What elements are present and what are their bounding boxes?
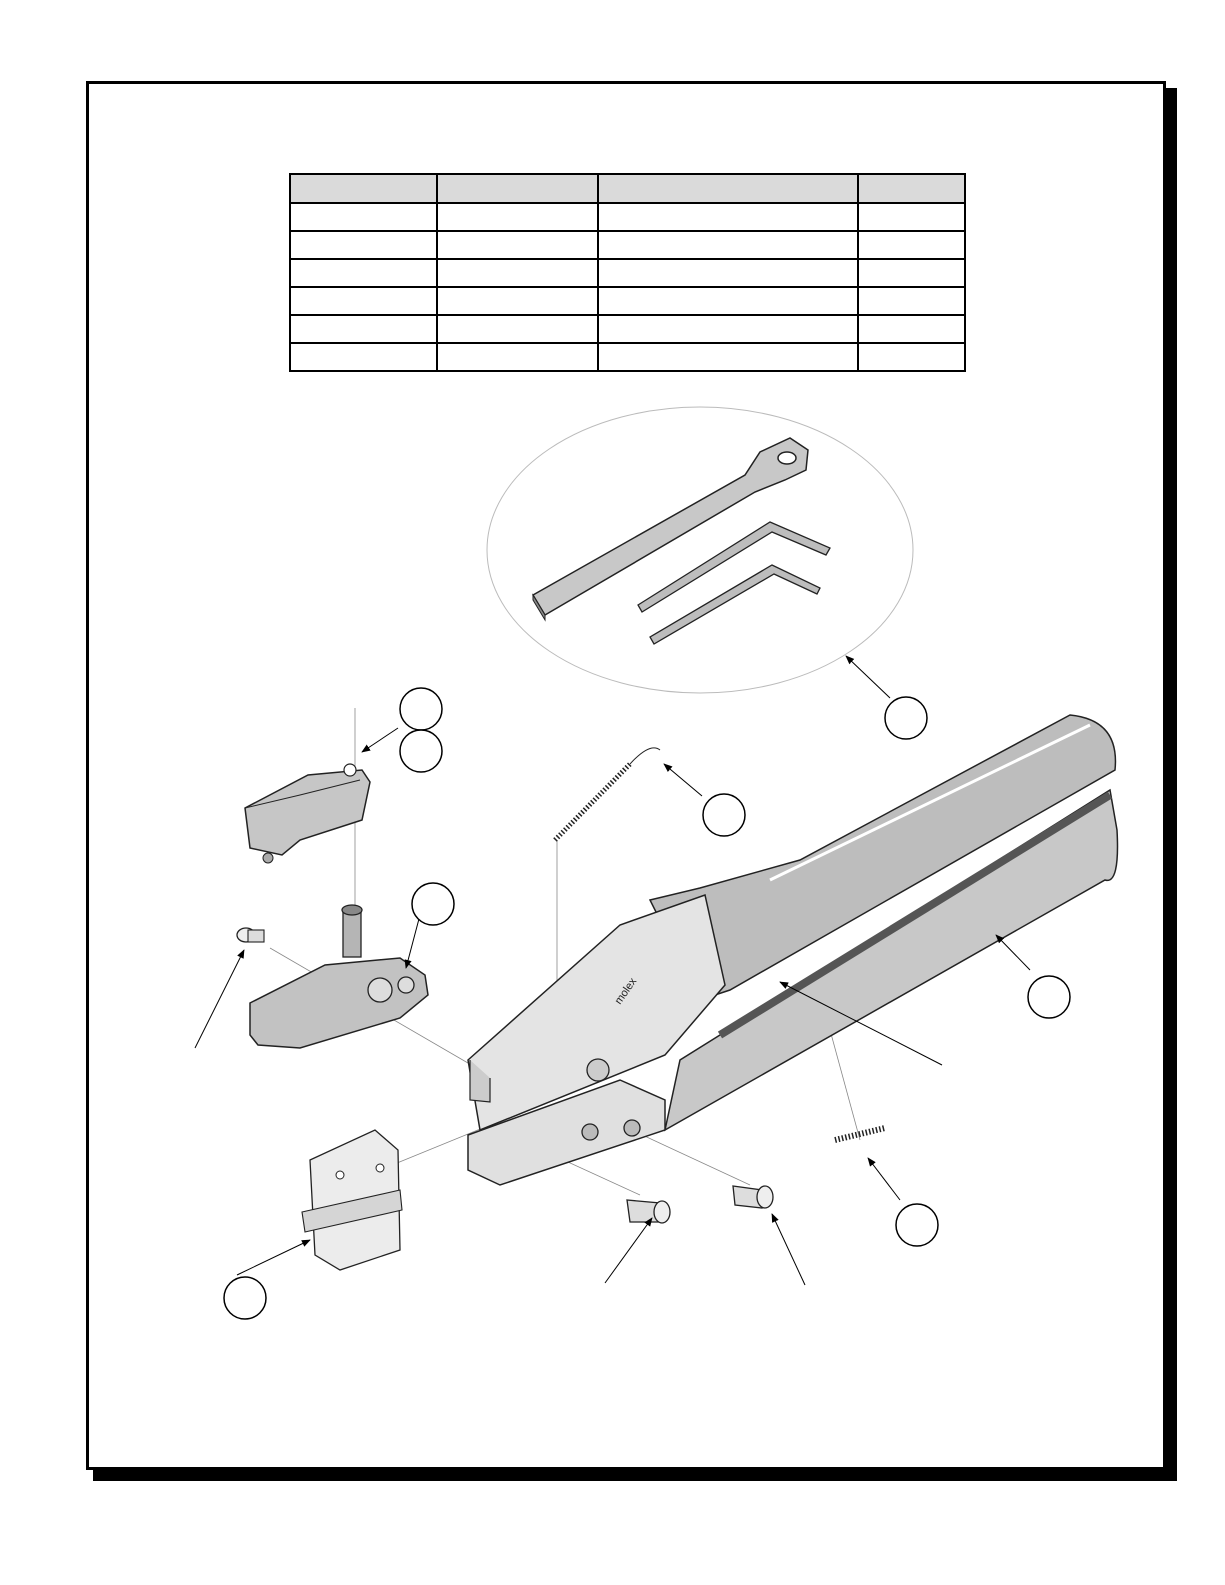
callout-balloon	[1028, 976, 1070, 1018]
hex-key-small	[650, 565, 820, 644]
locator-support	[250, 905, 428, 1048]
compression-spring-top	[555, 748, 660, 840]
callout-balloon	[224, 1277, 266, 1319]
extension-spring	[835, 1128, 885, 1140]
accessory-kit-group	[487, 407, 913, 693]
pivot-pin-left	[627, 1200, 670, 1223]
accessory-kit-outline	[487, 407, 913, 693]
callout-balloon	[412, 883, 454, 925]
callout-balloon	[896, 1204, 938, 1246]
locator-assembly	[245, 764, 370, 863]
brand-logo: molex	[612, 975, 640, 1007]
callout-balloon	[400, 688, 442, 730]
crimp-tool	[468, 715, 1118, 1185]
crimp-die-set	[302, 1130, 402, 1270]
callout-balloon	[400, 730, 442, 772]
shoulder-screw-left	[237, 928, 264, 942]
callout-balloon	[885, 697, 927, 739]
pivot-pin-right	[733, 1186, 773, 1208]
callout-balloon	[703, 794, 745, 836]
